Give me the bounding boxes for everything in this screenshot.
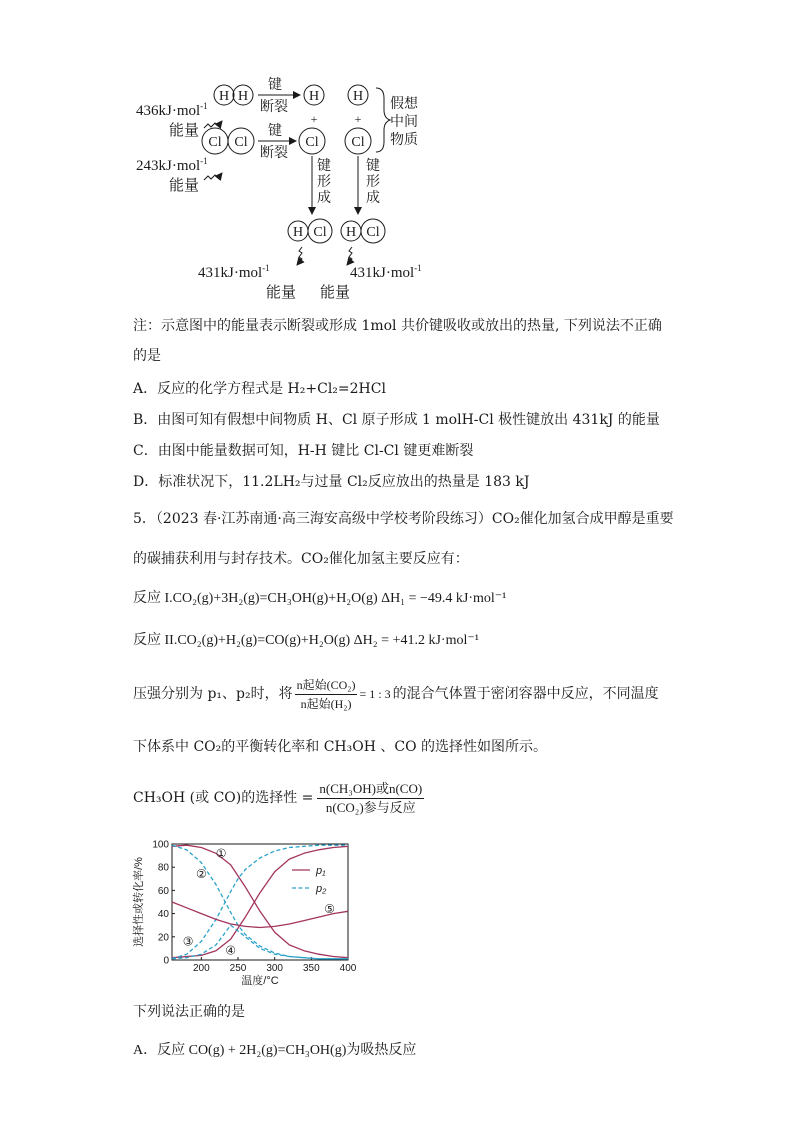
x-tick-label: 250 bbox=[229, 963, 247, 974]
q5-option-a: A．反应 CO(g) + 2H₂(g)=CH₃OH(g)为吸热反应 bbox=[133, 1043, 417, 1058]
curve-annotation-2: ② bbox=[195, 867, 207, 882]
h2-molecule bbox=[214, 85, 253, 105]
ratio-numerator: n起始(CO₂) bbox=[295, 676, 358, 695]
option-c: C．由图中能量数据可知，H-H 键比 Cl-Cl 键更难断裂 bbox=[133, 443, 474, 459]
reaction-2: 反应 II.CO₂(g)+H₂(g)=CO(g)+H₂O(g) ΔH₂ = +41.2 kJ·mol⁻¹ bbox=[133, 633, 479, 648]
bond-form-label: 形 bbox=[366, 175, 380, 190]
x-tick-label: 350 bbox=[302, 963, 320, 974]
energy-word: 能量 bbox=[266, 285, 297, 301]
energy-absorb-arrow bbox=[204, 173, 222, 180]
curve-annotation-5: ⑤ bbox=[324, 901, 336, 916]
brace bbox=[376, 88, 390, 152]
plus-sign: + bbox=[310, 112, 318, 126]
x-tick-label: 300 bbox=[266, 963, 284, 974]
cl-atom-label: Cl bbox=[234, 135, 248, 150]
h-atom-label: H bbox=[308, 89, 320, 104]
legend-label-p1: p₁ bbox=[316, 865, 326, 877]
cl2-molecule bbox=[202, 128, 254, 154]
curve-annotation-3: ③ bbox=[182, 934, 194, 949]
h-atom-label: H bbox=[352, 89, 364, 104]
series-line-p2 bbox=[172, 845, 348, 959]
series-line-p1 bbox=[172, 846, 348, 957]
h-atom-label: H bbox=[218, 89, 230, 104]
energy-word: 能量 bbox=[320, 285, 351, 301]
selectivity-definition bbox=[133, 776, 424, 820]
y-tick-label: 80 bbox=[157, 862, 169, 874]
legend-label-p2: p₂ bbox=[316, 883, 327, 895]
y-tick-label: 100 bbox=[152, 839, 169, 851]
ratio-fraction bbox=[295, 676, 358, 713]
plus-sign: + bbox=[354, 112, 362, 126]
bond-break-label: 键 bbox=[268, 78, 282, 93]
energy-absorb-arrow bbox=[204, 121, 222, 128]
bond-form-label: 键 bbox=[366, 159, 380, 174]
bond-form-label: 形 bbox=[317, 175, 331, 190]
bond-form-label: 键 bbox=[317, 159, 331, 174]
energy-clcl-label: 243kJ·mol$^{-1}$ bbox=[136, 156, 208, 174]
energy-word: 能量 bbox=[169, 123, 200, 139]
plot-frame bbox=[172, 844, 348, 960]
bond-break-label: 断裂 bbox=[260, 100, 288, 115]
energy-release-arrow bbox=[297, 247, 302, 265]
series-line-p2 bbox=[172, 925, 348, 959]
y-tick-label: 20 bbox=[157, 932, 169, 944]
q5-intro: 的碳捕获利用与封存技术。CO₂催化加氢主要反应有： bbox=[133, 551, 469, 567]
q5-intro: 5．（2023 春·江苏南通·高三海安高级中学校考阶段练习）CO₂催化加氢合成甲醇是重要 bbox=[133, 511, 674, 527]
energy-word: 能量 bbox=[169, 178, 200, 194]
svg-text:H: H bbox=[345, 225, 357, 240]
condition-prefix: 压强分别为 p₁、p₂时，将 bbox=[133, 686, 293, 702]
option-a: A．反应的化学方程式是 H₂+Cl₂=2HCl bbox=[133, 381, 386, 397]
energy-hcl-label: 431kJ·mol$^{-1}$ bbox=[198, 263, 270, 281]
bond-form-label: 成 bbox=[317, 191, 331, 206]
series-line-p1 bbox=[172, 902, 348, 928]
hypothetical-label: 物质 bbox=[390, 133, 418, 148]
ratio-value: = 1 : 3 bbox=[359, 687, 391, 701]
condition-line-2: 下体系中 CO₂的平衡转化率和 CH₃OH 、CO 的选择性如图所示。 bbox=[133, 739, 548, 755]
curve-annotation-1: ① bbox=[215, 846, 227, 861]
cl-atom-label: Cl bbox=[208, 135, 222, 150]
series-line-p1 bbox=[172, 845, 348, 958]
hcl-molecule bbox=[288, 219, 332, 243]
bond-energy-diagram bbox=[0, 0, 794, 310]
selectivity-fraction bbox=[317, 780, 424, 817]
svg-text:Cl: Cl bbox=[366, 225, 380, 240]
option-d: D．标准状况下，11.2LH₂与过量 Cl₂反应放出的热量是 183 kJ bbox=[133, 474, 530, 490]
x-tick-label: 400 bbox=[339, 963, 357, 974]
selectivity-label: CH₃OH (或 CO)的选择性 = bbox=[133, 790, 314, 806]
y-tick-label: 60 bbox=[157, 885, 169, 897]
energy-hcl-label: 431kJ·mol$^{-1}$ bbox=[350, 263, 422, 281]
y-tick-label: 0 bbox=[163, 955, 169, 967]
reaction-1: 反应 I.CO₂(g)+3H₂(g)=CH₃OH(g)+H₂O(g) ΔH₁ = −49.4 kJ·mol⁻¹ bbox=[133, 591, 507, 606]
note-line: 注：示意图中的能量表示断裂或形成 1mol 共价键吸收或放出的热量, 下列说法不正确 bbox=[133, 318, 662, 334]
energy-hh-label: 436kJ·mol$^{-1}$ bbox=[136, 101, 208, 119]
series-line-p2 bbox=[172, 845, 348, 959]
bond-break-label: 键 bbox=[268, 124, 282, 139]
hypothetical-label: 中间 bbox=[390, 115, 418, 130]
curve-annotation-4: ④ bbox=[225, 943, 237, 958]
note-line: 的是 bbox=[133, 348, 161, 364]
y-tick-label: 40 bbox=[157, 909, 169, 921]
condition-suffix: 的混合气体置于密闭容器中反应，不同温度 bbox=[392, 686, 659, 702]
hcl-molecule bbox=[341, 219, 385, 243]
svg-text:H: H bbox=[292, 225, 304, 240]
ratio-denominator: n起始(H₂) bbox=[300, 696, 352, 711]
cl-atom-label: Cl bbox=[351, 135, 365, 150]
energy-release-arrow bbox=[347, 247, 352, 265]
selectivity-conversion-chart bbox=[120, 832, 370, 992]
x-axis-label: 温度/°C bbox=[241, 975, 279, 987]
cl-atom-label: Cl bbox=[305, 135, 319, 150]
q5-question: 下列说法正确的是 bbox=[133, 1004, 245, 1020]
hypothetical-label: 假想 bbox=[390, 97, 418, 112]
selectivity-numerator: n(CH₃OH)或n(CO) bbox=[317, 780, 424, 799]
condition-line bbox=[133, 674, 659, 714]
svg-text:Cl: Cl bbox=[313, 225, 327, 240]
option-b: B．由图可知有假想中间物质 H、Cl 原子形成 1 molH-Cl 极性键放出 431kJ 的能量 bbox=[133, 412, 660, 428]
bond-form-label: 成 bbox=[366, 191, 380, 206]
h-atom-label: H bbox=[237, 89, 249, 104]
y-axis-label: 选择性或转化率/% bbox=[133, 857, 145, 947]
bond-break-label: 断裂 bbox=[260, 146, 288, 161]
x-tick-label: 200 bbox=[192, 963, 210, 974]
selectivity-denominator: n(CO₂)参与反应 bbox=[325, 799, 416, 815]
